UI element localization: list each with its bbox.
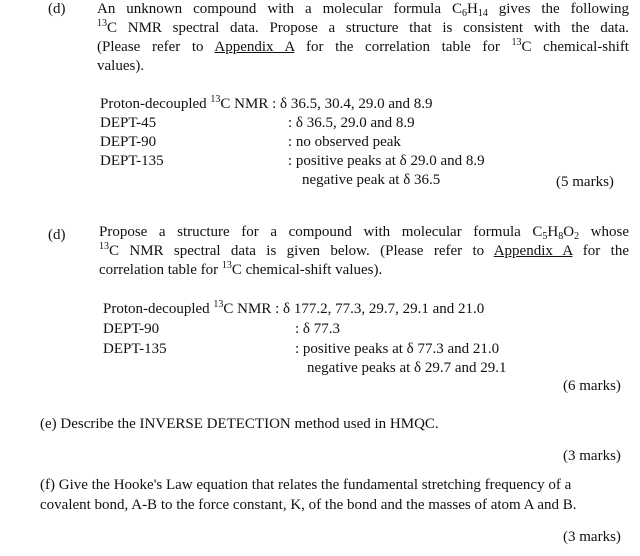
question-d1-label: (d): [48, 1, 66, 17]
dept-row: DEPT-135 : positive peaks at δ 77.3 and 21.0: [103, 341, 500, 357]
question-f-marks: (3 marks): [563, 529, 621, 545]
dept-row-continued: negative peak at δ 36.5: [302, 172, 441, 188]
nmr-row: Proton-decoupled $^{13}$C NMR : δ 177.2, 77.3, 29.7, 29.1 and 21.0: [103, 299, 485, 317]
question-d2-label: (d): [48, 227, 66, 243]
dept-row: DEPT-90 : no observed peak: [100, 134, 401, 150]
question-e-text: (e) Describe the INVERSE DETECTION method used in HMQC.: [40, 416, 439, 432]
dept-row: DEPT-135 : positive peaks at δ 29.0 and 8.9: [100, 153, 485, 169]
question-d2-line-3: correlation table for $^{13}$C chemical-shift values).: [99, 260, 383, 278]
question-d2-marks: (6 marks): [563, 378, 621, 394]
question-f-line-1: (f) Give the Hooke's Law equation that relates the fundamental stretching frequency of a: [40, 477, 572, 493]
question-d2-line-1: Propose a structure for a compound with molecular formula $C_5H_8O_2$ whose: [99, 224, 629, 242]
appendix-a-link[interactable]: Appendix A: [214, 39, 295, 55]
dept-row: DEPT-90 : δ 77.3: [103, 321, 340, 337]
appendix-a-link[interactable]: Appendix A: [493, 243, 573, 259]
question-d1-line-3: (Please refer to Appendix A for the correlation table for $^{13}$C chemical-shift: [97, 37, 629, 55]
question-d1-marks: (5 marks): [556, 174, 614, 190]
question-d1-line-4: values).: [97, 58, 145, 74]
nmr-row: Proton-decoupled $^{13}$C NMR : δ 36.5, 30.4, 29.0 and 8.9: [100, 94, 433, 112]
question-f-line-2: covalent bond, A-B to the force constant, K, of the bond and the masses of atom A and B.: [40, 497, 577, 513]
question-d1-line-2: $^{13}$C NMR spectral data. Propose a structure that is consistent with the data.: [97, 18, 629, 36]
question-e-marks: (3 marks): [563, 448, 621, 464]
question-d2-line-2: $^{13}$C NMR spectral data is given below. (Please refer to Appendix A for the: [99, 241, 629, 259]
question-d1-line-1: An unknown compound with a molecular formula $C_6H_{14}$ gives the following: [97, 1, 629, 19]
dept-row-continued: negative peaks at δ 29.7 and 29.1: [307, 360, 507, 376]
dept-row: DEPT-45 : δ 36.5, 29.0 and 8.9: [100, 115, 415, 131]
